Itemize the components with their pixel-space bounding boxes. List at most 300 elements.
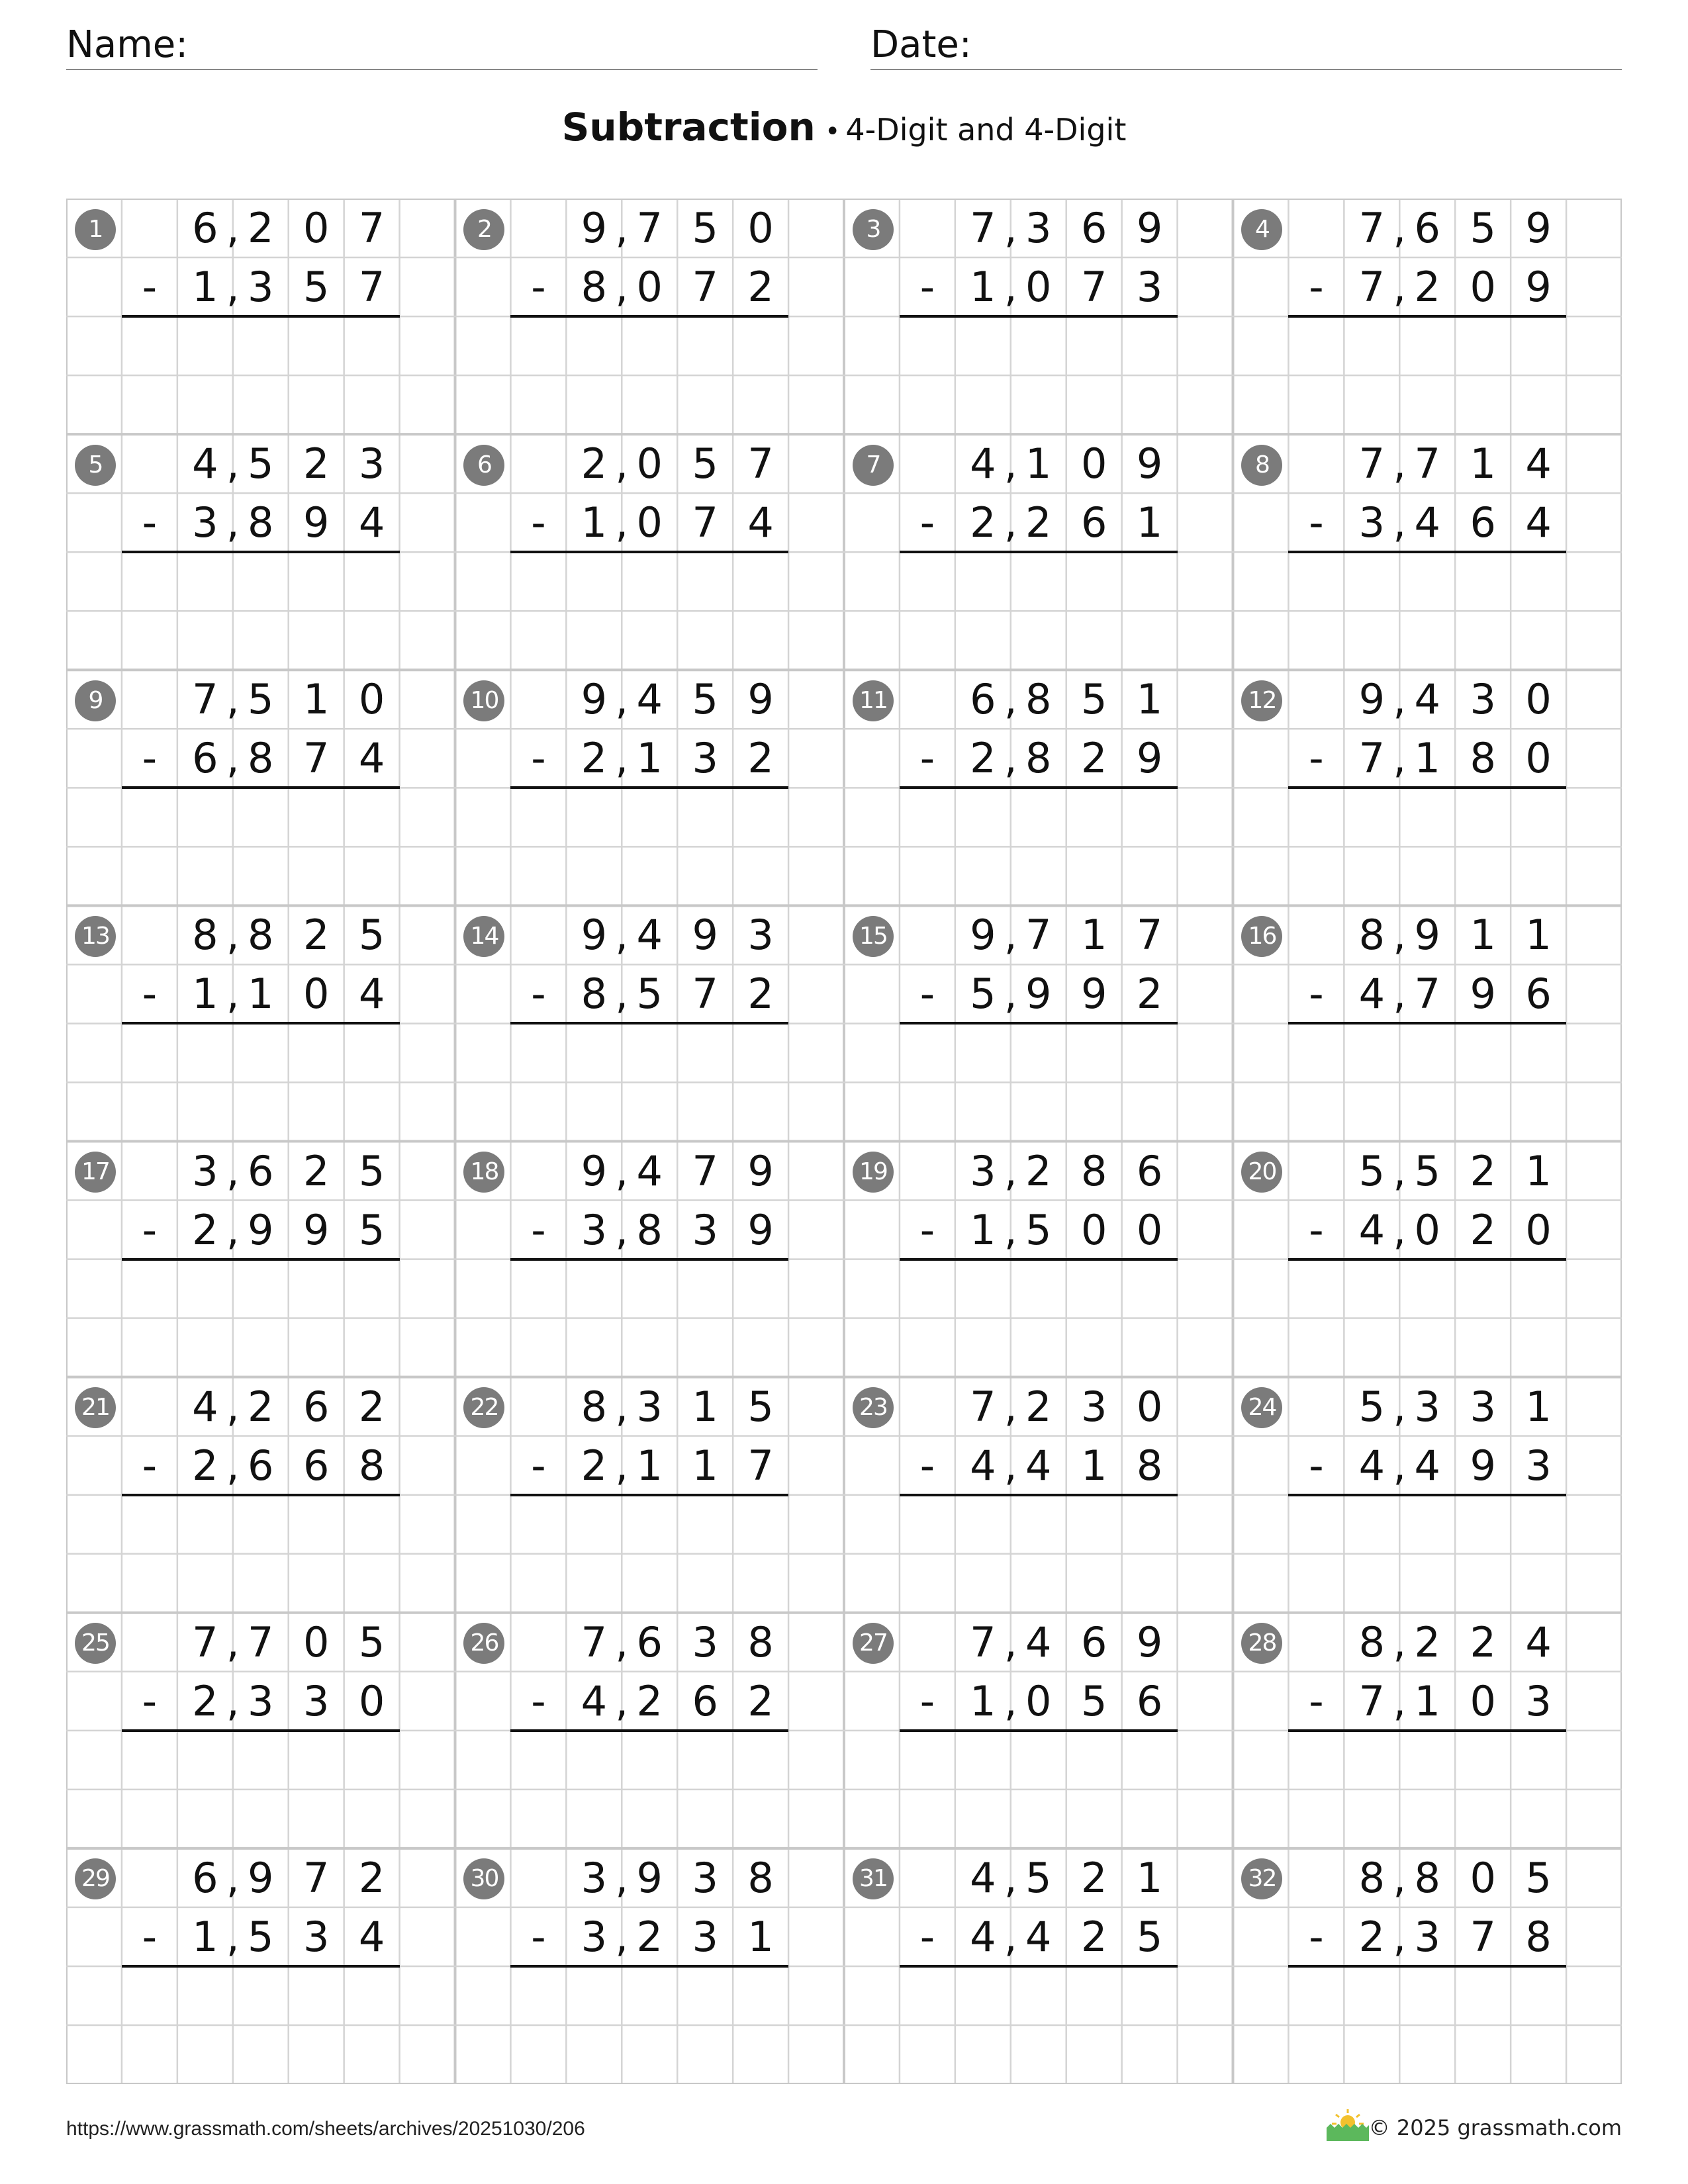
problem-26 [455,1613,845,1848]
answer-area[interactable] [122,552,400,670]
problem-number-badge: 31 [853,1858,894,1899]
minuend-digit: 7 [1414,439,1440,488]
minuend-comma: , [615,911,629,960]
subtrahend-digit: 0 [1525,1205,1552,1254]
answer-area[interactable] [510,1731,788,1848]
subtrahend-digit: 0 [358,1676,385,1725]
subtrahend-digit: 4 [1358,1441,1385,1490]
subtrahend-digit: 0 [1414,1205,1440,1254]
minuend-digit: 5 [1414,1146,1440,1195]
answer-area[interactable] [510,1495,788,1613]
answer-area[interactable] [1288,1259,1566,1377]
minuend-digit: 5 [248,439,274,488]
minuend-digit: 7 [692,1146,718,1195]
problem-22 [455,1377,845,1613]
subtrahend-digit: 7 [692,263,718,312]
minus-sign: - [919,1441,935,1490]
subtrahend-digit: 1 [636,734,663,783]
answer-area[interactable] [510,788,788,905]
problem-16 [1233,905,1622,1141]
minus-sign: - [1309,263,1324,312]
problem-number-badge: 28 [1241,1623,1282,1664]
subtrahend-comma: , [1393,1676,1407,1725]
minuend-comma: , [1393,1382,1407,1431]
subtrahend-digit: 8 [1025,734,1052,783]
minuend-digit: 7 [970,1617,996,1666]
minuend-digit: 1 [1525,1146,1552,1195]
minuend-digit: 5 [358,1617,385,1666]
minus-sign: - [1309,1205,1324,1254]
minuend-digit: 6 [1136,1146,1163,1195]
minuend-digit: 8 [1358,1853,1385,1902]
minuend-comma: , [226,911,240,960]
minuend-comma: , [226,1853,240,1902]
answer-area[interactable] [510,1259,788,1377]
minus-sign: - [142,734,158,783]
footer-copyright: © 2025 grassmath.com [1368,2115,1622,2140]
subtrahend-digit: 8 [636,1205,663,1254]
minuend-digit: 3 [1470,1382,1496,1431]
minuend-comma: , [615,1617,629,1666]
answer-area[interactable] [1288,552,1566,670]
minuend-digit: 3 [1025,204,1052,252]
problem-number-badge: 7 [853,445,894,486]
minuend-comma: , [1004,1853,1017,1902]
problem-12 [1233,670,1622,905]
minuend-digit: 7 [192,675,218,724]
subtrahend-digit: 1 [1136,498,1163,547]
subtrahend-digit: 0 [1080,1205,1107,1254]
subtrahend-digit: 2 [192,1205,218,1254]
problem-number-badge: 3 [853,209,894,250]
problem-number-badge: 5 [75,445,116,486]
subtrahend-digit: 5 [303,263,330,312]
minus-sign: - [142,1441,158,1490]
minuend-digit: 9 [581,1146,608,1195]
subtrahend-comma: , [1393,1912,1407,1961]
subtrahend-comma: , [226,1441,240,1490]
name-field[interactable] [66,21,818,70]
subtrahend-comma: , [226,498,240,547]
minus-sign: - [1309,1676,1324,1725]
problem-number-badge: 11 [853,680,894,721]
answer-area[interactable] [900,1023,1178,1141]
problem-32 [1233,1848,1622,2084]
subtrahend-digit: 6 [692,1676,718,1725]
minuend-digit: 2 [358,1853,385,1902]
minuend-digit: 4 [1525,1617,1552,1666]
minuend-digit: 9 [581,911,608,960]
answer-area[interactable] [122,1259,400,1377]
subtrahend-digit: 4 [1358,1205,1385,1254]
subtrahend-digit: 0 [636,263,663,312]
answer-area[interactable] [510,1966,788,2084]
problem-30 [455,1848,845,2084]
title-main: Subtraction [561,105,816,150]
grass-sun-logo-icon [1324,2108,1372,2142]
problem-23 [844,1377,1233,1613]
minuend-digit: 0 [1080,439,1107,488]
minuend-digit: 7 [1025,911,1052,960]
subtrahend-digit: 9 [1470,1441,1496,1490]
minus-sign: - [142,498,158,547]
minuend-digit: 5 [1025,1853,1052,1902]
subtrahend-digit: 2 [747,263,774,312]
minus-sign: - [142,970,158,1019]
minuend-digit: 7 [1358,204,1385,252]
minuend-digit: 2 [248,204,274,252]
minuend-digit: 8 [192,911,218,960]
subtrahend-comma: , [1393,734,1407,783]
subtrahend-digit: 8 [581,263,608,312]
subtrahend-digit: 1 [692,1441,718,1490]
subtrahend-digit: 3 [1414,1912,1440,1961]
minuend-digit: 1 [1025,439,1052,488]
minuend-digit: 6 [1414,204,1440,252]
subtrahend-digit: 0 [1525,734,1552,783]
subtrahend-comma: , [1004,498,1017,547]
problem-8 [1233,434,1622,670]
subtrahend-comma: , [226,734,240,783]
subtrahend-digit: 5 [1136,1912,1163,1961]
minuend-digit: 4 [1025,1617,1052,1666]
subtrahend-comma: , [226,970,240,1019]
answer-area[interactable] [510,316,788,434]
minuend-digit: 7 [970,204,996,252]
minuend-digit: 4 [1525,439,1552,488]
minuend-digit: 2 [1025,1146,1052,1195]
problem-11 [844,670,1233,905]
name-label: Name: [66,23,189,66]
minus-sign: - [531,498,546,547]
answer-area[interactable] [510,1023,788,1141]
minuend-digit: 3 [970,1146,996,1195]
subtrahend-comma: , [1393,263,1407,312]
answer-area[interactable] [1288,1966,1566,2084]
minus-sign: - [531,1205,546,1254]
problem-31 [844,1848,1233,2084]
minuend-digit: 0 [747,204,774,252]
subtrahend-comma: , [1393,1441,1407,1490]
minuend-comma: , [226,1617,240,1666]
date-field[interactable] [870,21,1622,70]
subtrahend-digit: 3 [692,734,718,783]
minus-sign: - [142,1676,158,1725]
minuend-digit: 9 [1136,204,1163,252]
answer-area[interactable] [122,1966,400,2084]
problem-9 [66,670,455,905]
minuend-digit: 5 [692,675,718,724]
problem-number-badge: 4 [1241,209,1282,250]
subtrahend-digit: 4 [1358,970,1385,1019]
subtrahend-digit: 0 [1470,1676,1496,1725]
problem-number-badge: 27 [853,1623,894,1664]
minuend-digit: 4 [1414,675,1440,724]
subtrahend-comma: , [615,1441,629,1490]
minuend-comma: , [1004,204,1017,252]
subtrahend-digit: 1 [970,1676,996,1725]
subtrahend-digit: 2 [192,1441,218,1490]
subtrahend-digit: 2 [636,1676,663,1725]
subtrahend-comma: , [1004,1676,1017,1725]
minuend-digit: 0 [636,439,663,488]
minuend-digit: 5 [358,911,385,960]
minus-sign: - [919,263,935,312]
minuend-digit: 9 [1414,911,1440,960]
minuend-digit: 1 [1080,911,1107,960]
subtrahend-digit: 1 [1414,1676,1440,1725]
minus-sign: - [919,1676,935,1725]
answer-area[interactable] [900,1966,1178,2084]
subtrahend-digit: 5 [970,970,996,1019]
subtrahend-digit: 7 [1414,970,1440,1019]
subtrahend-digit: 9 [747,1205,774,1254]
minuend-digit: 1 [692,1382,718,1431]
minuend-comma: , [615,675,629,724]
subtrahend-digit: 4 [970,1912,996,1961]
minuend-digit: 0 [1136,1382,1163,1431]
minuend-comma: , [1004,1382,1017,1431]
subtrahend-digit: 0 [1470,263,1496,312]
minuend-comma: , [1393,911,1407,960]
subtrahend-digit: 4 [358,734,385,783]
subtrahend-digit: 8 [248,734,274,783]
minuend-digit: 9 [1136,1617,1163,1666]
minuend-comma: , [1393,1146,1407,1195]
answer-area[interactable] [122,1731,400,1848]
minuend-digit: 3 [1414,1382,1440,1431]
minuend-digit: 3 [747,911,774,960]
problem-number-badge: 20 [1241,1152,1282,1193]
subtrahend-digit: 2 [192,1676,218,1725]
minus-sign: - [531,1676,546,1725]
answer-area[interactable] [1288,1495,1566,1613]
minuend-digit: 6 [192,1853,218,1902]
minuend-comma: , [615,204,629,252]
minuend-comma: , [226,1146,240,1195]
minuend-digit: 9 [692,911,718,960]
minuend-digit: 5 [1358,1382,1385,1431]
minuend-comma: , [615,1382,629,1431]
minuend-comma: , [1004,439,1017,488]
minuend-digit: 3 [1470,675,1496,724]
subtrahend-digit: 7 [1358,263,1385,312]
answer-area[interactable] [122,1495,400,1613]
problem-15 [844,905,1233,1141]
minuend-digit: 3 [192,1146,218,1195]
problem-number-badge: 14 [463,916,504,957]
minuend-digit: 3 [1080,1382,1107,1431]
problem-4 [1233,199,1622,434]
answer-area[interactable] [1288,316,1566,434]
minuend-digit: 6 [1080,204,1107,252]
subtrahend-digit: 3 [692,1205,718,1254]
problem-number-badge: 6 [463,445,504,486]
subtrahend-digit: 0 [1025,1676,1052,1725]
subtrahend-digit: 2 [747,970,774,1019]
subtrahend-digit: 3 [692,1912,718,1961]
answer-area[interactable] [1288,1731,1566,1848]
subtrahend-digit: 5 [358,1205,385,1254]
minus-sign: - [531,1441,546,1490]
minuend-digit: 4 [192,439,218,488]
minuend-digit: 2 [358,1382,385,1431]
answer-area[interactable] [122,788,400,905]
minuend-digit: 0 [358,675,385,724]
minuend-digit: 8 [1358,1617,1385,1666]
subtrahend-digit: 4 [1525,498,1552,547]
minuend-comma: , [1393,1853,1407,1902]
minuend-comma: , [1393,675,1407,724]
subtrahend-digit: 8 [1525,1912,1552,1961]
problem-20 [1233,1142,1622,1377]
subtrahend-digit: 1 [192,970,218,1019]
minuend-comma: , [1004,911,1017,960]
answer-area[interactable] [1288,788,1566,905]
minuend-digit: 4 [970,439,996,488]
subtrahend-digit: 0 [303,970,330,1019]
problem-number-badge: 30 [463,1858,504,1899]
minuend-comma: , [226,204,240,252]
minuend-digit: 0 [303,204,330,252]
answer-area[interactable] [122,316,400,434]
minuend-digit: 7 [970,1382,996,1431]
minus-sign: - [919,498,935,547]
subtrahend-digit: 1 [192,263,218,312]
problem-17 [66,1142,455,1377]
subtrahend-digit: 4 [1025,1912,1052,1961]
problem-1 [66,199,455,434]
subtrahend-comma: , [615,263,629,312]
problem-number-badge: 15 [853,916,894,957]
subtrahend-digit: 2 [747,1676,774,1725]
subtrahend-comma: , [1004,970,1017,1019]
minuend-comma: , [615,439,629,488]
subtrahend-digit: 4 [970,1441,996,1490]
problem-number-badge: 24 [1241,1387,1282,1428]
problem-18 [455,1142,845,1377]
subtrahend-digit: 1 [970,1205,996,1254]
minuend-digit: 7 [1136,911,1163,960]
answer-area[interactable] [900,552,1178,670]
problem-5 [66,434,455,670]
subtrahend-digit: 5 [636,970,663,1019]
subtrahend-digit: 9 [1080,970,1107,1019]
subtrahend-digit: 8 [248,498,274,547]
answer-area[interactable] [900,1495,1178,1613]
minuend-digit: 9 [581,204,608,252]
answer-area[interactable] [900,1259,1178,1377]
answer-area[interactable] [900,788,1178,905]
problem-2 [455,199,845,434]
problem-6 [455,434,845,670]
subtrahend-digit: 4 [1414,498,1440,547]
minus-sign: - [531,970,546,1019]
minuend-digit: 8 [1025,675,1052,724]
minuend-digit: 2 [303,911,330,960]
minus-sign: - [919,1912,935,1961]
answer-area[interactable] [900,1731,1178,1848]
minuend-digit: 2 [1470,1146,1496,1195]
subtrahend-digit: 6 [248,1441,274,1490]
answer-area[interactable] [900,316,1178,434]
minuend-digit: 9 [747,1146,774,1195]
answer-area[interactable] [122,1023,400,1141]
problem-7 [844,434,1233,670]
minuend-digit: 7 [1358,439,1385,488]
title-separator: • [824,116,841,147]
subtrahend-digit: 9 [303,1205,330,1254]
problem-number-badge: 2 [463,209,504,250]
subtrahend-digit: 6 [1136,1676,1163,1725]
subtrahend-digit: 7 [747,1441,774,1490]
subtrahend-digit: 1 [747,1912,774,1961]
subtrahend-digit: 2 [1136,970,1163,1019]
subtrahend-comma: , [226,1676,240,1725]
minuend-digit: 1 [1525,911,1552,960]
minuend-comma: , [226,439,240,488]
minuend-digit: 5 [747,1382,774,1431]
minuend-digit: 7 [192,1617,218,1666]
minuend-digit: 6 [970,675,996,724]
minus-sign: - [1309,734,1324,783]
answer-area[interactable] [1288,1023,1566,1141]
subtrahend-digit: 1 [636,1441,663,1490]
minuend-digit: 9 [581,675,608,724]
minuend-digit: 5 [1080,675,1107,724]
subtrahend-comma: , [1004,734,1017,783]
subtrahend-digit: 3 [581,1205,608,1254]
subtrahend-digit: 3 [1136,263,1163,312]
subtrahend-comma: , [1393,1205,1407,1254]
minuend-digit: 8 [747,1853,774,1902]
subtrahend-digit: 5 [1025,1205,1052,1254]
subtrahend-digit: 6 [1525,970,1552,1019]
subtrahend-digit: 9 [1025,970,1052,1019]
problem-number-badge: 19 [853,1152,894,1193]
subtrahend-digit: 3 [303,1676,330,1725]
problem-number-badge: 23 [853,1387,894,1428]
subtrahend-digit: 3 [1525,1441,1552,1490]
minus-sign: - [531,263,546,312]
subtrahend-digit: 4 [1025,1441,1052,1490]
subtrahend-digit: 3 [192,498,218,547]
minus-sign: - [919,970,935,1019]
answer-area[interactable] [510,552,788,670]
subtrahend-comma: , [615,1676,629,1725]
subtrahend-digit: 1 [192,1912,218,1961]
subtrahend-digit: 0 [1136,1205,1163,1254]
subtrahend-digit: 3 [581,1912,608,1961]
subtrahend-comma: , [226,1912,240,1961]
subtrahend-digit: 3 [1358,498,1385,547]
minuend-digit: 9 [248,1853,274,1902]
subtrahend-comma: , [1004,1441,1017,1490]
minuend-digit: 0 [1470,1853,1496,1902]
problem-grid [66,199,1622,2084]
minuend-digit: 3 [636,1382,663,1431]
subtrahend-digit: 1 [970,263,996,312]
problem-number-badge: 21 [75,1387,116,1428]
subtrahend-digit: 4 [581,1676,608,1725]
problem-13 [66,905,455,1141]
problem-number-badge: 26 [463,1623,504,1664]
subtrahend-comma: , [615,1912,629,1961]
subtrahend-digit: 2 [1414,263,1440,312]
minuend-digit: 3 [358,439,385,488]
minuend-digit: 7 [581,1617,608,1666]
minuend-digit: 4 [636,911,663,960]
